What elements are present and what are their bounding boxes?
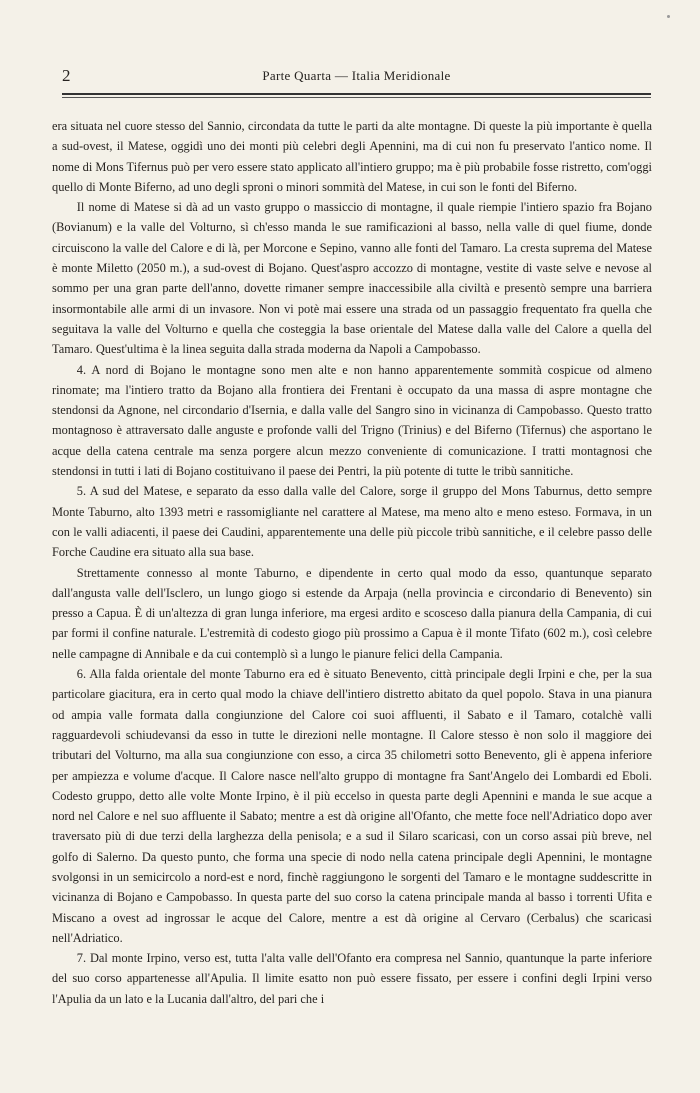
header-rule-thin	[62, 97, 651, 98]
page-number: 2	[62, 66, 71, 85]
paragraph: 5. A sud del Matese, e separato da esso dalla valle del Calore, sorge il gruppo del Mons Taburnus, detto sempre Monte Taburno, alto 1393 metri e rassomigliante nel carattere al Matese, ma meno alto e meno esteso. Formava, in un con le valli adiacenti, il paese dei Caudini, apparentemente una delle più piccole tribù sannitiche, e il celebre passo delle Forche Caudine era situato alla sua base.	[52, 484, 652, 560]
speck	[667, 15, 670, 18]
paragraph: 6. Alla falda orientale del monte Taburno era ed è situato Benevento, città principale degli Irpini e che, per la sua particolare giacitura, era in certo qual modo la chiave dell'intiero distretto abitato da quel popolo. Stava in una pianura od ampia valle formata dalla congiunzione del Calore coi suoi affluenti, il Sabato e il Tamaro, cotalchè valli ragguardevoli schiudevansi da esso in tutte le direzioni nelle montagne. Il Calore stesso è non solo il maggiore dei tributari del Volturno, ma alla sua congiunzione con esso, a circa 35 chilometri sotto Benevento, gli è appena inferiore per ampiezza e volume d'acque. Il Calore nasce nell'alto gruppo di montagne fra Sant'Angelo dei Lombardi ed Eboli. Codesto gruppo, detto alle volte Monte Irpino, è il più eccelso in questa parte degli Apennini e manda le sue acque a nord nel Calore e nel suo affluente il Sabato; mentre a est dà origine all'Ofanto, che mette foce nell'Adriatico dopo aver traversato più di due terzi della larghezza della penisola; e a sud il Silaro scaricasi, con un corso assai più breve, nel golfo di Salerno. Da questo punto, che forma una specie di nodo nella catena principale degli Apennini, le montagne svolgonsi in un semicircolo a nord-est e nord, finchè raggiungono le sorgenti del Tamaro e le montagne suddescritte in vicinanza di Bojano e Campobasso. In questa parte del suo corso la catena principale manda al basso i torrenti Ufita e Miscano a ovest ad ingrossar le acque del Calore, mentre a est dà origine al Cervaro (Cerbalus) che scaricasi nell'Adriatico.	[52, 667, 652, 945]
paragraph: Il nome di Matese si dà ad un vasto gruppo o massiccio di montagne, il quale riempie l'intiero spazio fra Bojano (Bovianum) e la valle del Volturno, sì ch'esso manda le sue ramificazioni al basso, nella valle di quel fiume, donde circuiscono la valle del Calore e di là, per Morcone e Sepino, vanno alle fonti del Tamaro. La cresta suprema del Matese è monte Miletto (2050 m.), a sud-ovest di Bojano. Quest'aspro accozzo di montagne, vestite di vaste selve e nevose al sommo per una gran parte dell'anno, dovette rimaner sempre inaccessibile alla civiltà e presentò sempre una barriera insormontabile alle armi di un invasore. Non vi potè mai essere una strada od un passaggio frequentato fra quella che seguitava la valle del Volturno e quella che costeggia la base orientale del Matese dalla valle del Calore a quella del Tamaro. Quest'ultima è la linea seguita dalla strada moderna da Napoli a Campobasso.	[52, 200, 652, 357]
paragraph: Strettamente connesso al monte Taburno, e dipendente in certo qual modo da esso, quantunque separato dall'angusta valle dell'Isclero, un lungo giogo si estende da Arpaja (nella provincia e circondario di Benevento) sin presso a Capua. È di un'altezza di gran lunga inferiore, ma ergesi ardito e scosceso dalla pianura della Campania, di cui par formi il confine naturale. L'estremità di codesto giogo più prossimo a Capua è il monte Tifato (602 m.), così celebre nelle campagne di Annibale e da cui contemplò sì a lungo le pianure felici della Campania.	[52, 565, 652, 661]
running-title: Parte Quarta — Italia Meridionale	[262, 68, 451, 83]
paragraph: 4. A nord di Bojano le montagne sono men alte e non hanno apparentemente sommità cospicue od almeno rinomate; ma l'intiero tratto da Bojano alla frontiera dei Frentani è occupato da una massa di aspre montagne che stendonsi da Agnone, nel circondario d'Isernia, e dalla valle del Sangro sino in vicinanza di Campobasso. Questo tratto montagnoso è attraversato dalle anguste e profonde valli del Trigno (Trinius) e del Biferno (Tifernus) che asportano le acque della catena centrale ma senza porgere alcun mezzo conveniente di comunicazione. I tratti montagnosi che stendonsi in tutti i lati di Bojano costituivano il paese dei Pentri, la più potente di tutte le tribù sannitiche.	[52, 362, 652, 479]
page-header	[62, 66, 651, 88]
body-text	[52, 116, 652, 1009]
paragraph: 7. Dal monte Irpino, verso est, tutta l'alta valle dell'Ofanto era compresa nel Sannio, quantunque la parte inferiore del suo corso appartenesse all'Apulia. Il limite esatto non può essere fissato, per essere i confini degli Irpini verso l'Apulia da un lato e la Lucania dall'altro, del pari che i	[52, 951, 652, 1006]
header-rule	[62, 93, 651, 95]
paragraph: era situata nel cuore stesso del Sannio, circondata da tutte le parti da alte montagne. Di queste la più importante è quella a sud-ovest, il Matese, oggidì uno dei monti più celebri degli Apennini, ma di cui non fu preservato l'antico nome. Il nome di Mons Tifernus può per vero essere stato applicato all'intiero gruppo; ma è più probabile fosse ristretto, com'oggi quello di Monte Biferno, ad uno degli sproni o minori sommità del Matese, in cui son le fonti del Biferno.	[52, 119, 652, 194]
